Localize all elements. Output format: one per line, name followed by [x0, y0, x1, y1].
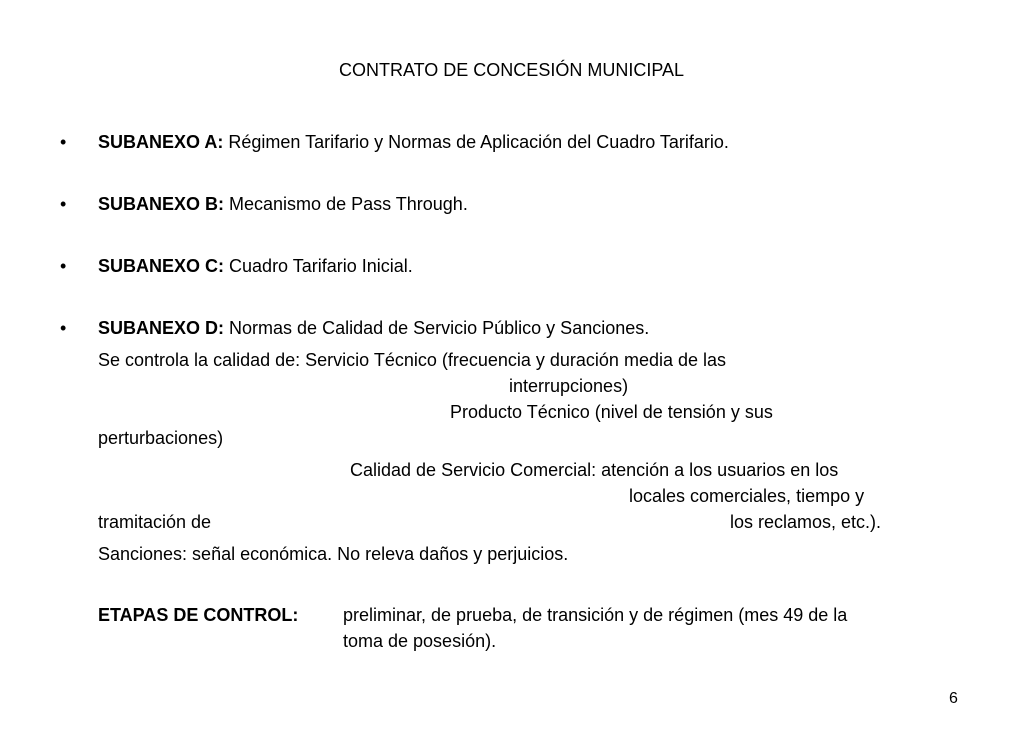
- subanexo-a-label: SUBANEXO A:: [98, 132, 224, 152]
- etapas-label: ETAPAS DE CONTROL:: [98, 605, 299, 625]
- subanexo-d-text: Normas de Calidad de Servicio Público y Sanciones.: [229, 318, 650, 338]
- subanexo-b-label: SUBANEXO B:: [98, 194, 225, 214]
- subanexo-d-label: SUBANEXO D:: [98, 318, 225, 338]
- bullet-marker: •: [60, 132, 67, 152]
- subanexo-a-text: Régimen Tarifario y Normas de Aplicación del Cuadro Tarifario.: [228, 132, 729, 152]
- subanexo-c-item: [98, 256, 413, 277]
- subanexo-b-item: [98, 194, 468, 215]
- subanexo-c-label: SUBANEXO C:: [98, 256, 225, 276]
- slide-title: CONTRATO DE CONCESIÓN MUNICIPAL: [338, 60, 685, 80]
- detail-line-3: Producto Técnico (nivel de tensión y sus: [450, 402, 773, 422]
- subanexo-a-item: [98, 132, 729, 153]
- detail-line-2: interrupciones): [509, 376, 629, 396]
- subanexo-b-text: Mecanismo de Pass Through.: [229, 194, 468, 214]
- detail-line-6: locales comerciales, tiempo y: [629, 486, 865, 506]
- page-number: 6: [949, 690, 958, 707]
- detail-line-7b: los reclamos, etc.).: [730, 512, 882, 532]
- subanexo-d-item: [98, 318, 649, 339]
- detail-line-1: Se controla la calidad de: Servicio Técnico (frecuencia y duración media de las: [98, 350, 727, 370]
- sanciones-line: Sanciones: señal económica. No releva daños y perjuicios.: [98, 544, 569, 564]
- bullet-marker: •: [60, 318, 67, 338]
- etapas-line-2: toma de posesión).: [343, 631, 497, 651]
- bullet-marker: •: [60, 256, 67, 276]
- etapas-line-1: preliminar, de prueba, de transición y de régimen (mes 49 de la: [343, 605, 848, 625]
- detail-line-5: Calidad de Servicio Comercial: atención a los usuarios en los: [350, 460, 839, 480]
- detail-line-4: perturbaciones): [98, 428, 224, 448]
- detail-line-7a: tramitación de: [98, 512, 212, 532]
- subanexo-c-text: Cuadro Tarifario Inicial.: [229, 256, 413, 276]
- bullet-marker: •: [60, 194, 67, 214]
